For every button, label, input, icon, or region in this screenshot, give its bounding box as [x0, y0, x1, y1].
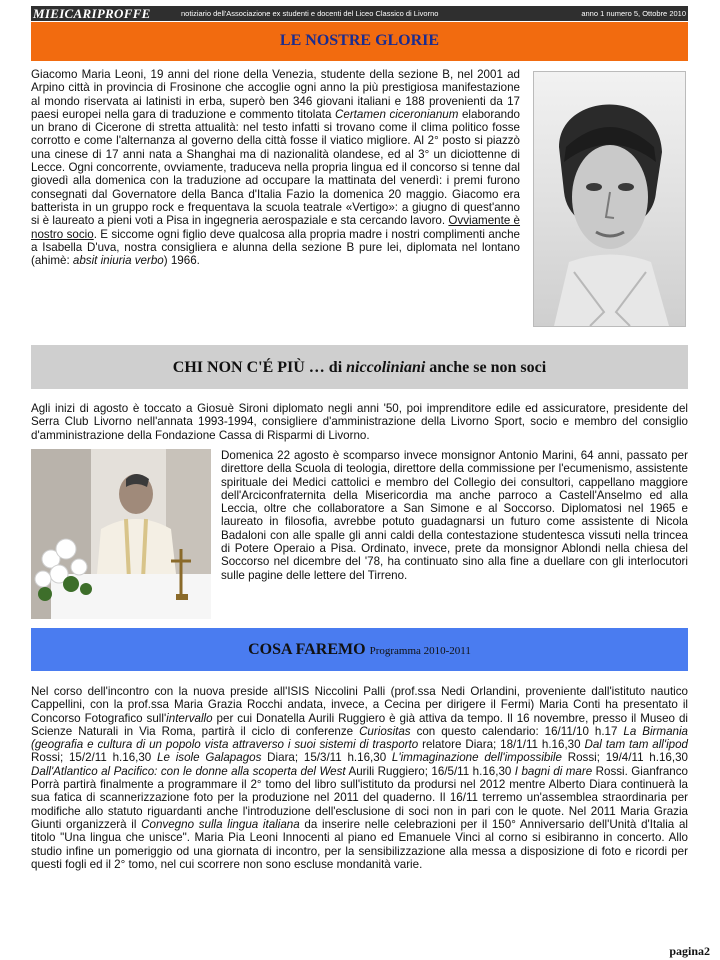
text: Diara; 15/3/11 h.16,30	[261, 751, 392, 765]
text: Rossi. Gianfranco Porrà partirà finalmente a programmare il 2° tomo del libro sull'istituto da prodursi nel 2012 mentre Alberto Diara continuerà la sua fatica di scannerizzazione foto per la produzione nel 2011 del quaderno. Il 16/11 terremo un'assemblea straordinaria per modifiche allo statuto riguardanti anche l'introduzione dell'esclusione di soci non in pari con le quote. Nel 2011 Maria Grazia Giunti organizzerà il	[31, 764, 688, 831]
issue-info: anno 1 numero 5, Ottobre 2010	[581, 9, 686, 18]
section-header-glorie	[31, 22, 688, 61]
text-italic: Convegno sulla lingua italiana	[141, 817, 300, 831]
text: Giacomo Maria Leoni, 19 anni del rione della Venezia, studente della sezione B, nel 2001 ad Arpino città in provincia di Frosinone che accoglie ogni anno la più prestigiosa manifestazione al mondo riservata ai latinisti in erba, superò ben 346 giovani italiani e 188 provenienti da 17 paesi europei nella gara di traduzione e commento titolata	[31, 68, 520, 121]
text-italic: Dall'Atlantico al Pacifico: con le donne alla scoperta del West	[31, 764, 346, 778]
text-italic: La Birmania (geografia e cultura di un popolo vista attraverso i suoi sistemi di trasporto	[31, 724, 688, 752]
masthead	[31, 6, 688, 21]
portrait-photo	[533, 71, 686, 327]
text-italic: L'immaginazione dell'impossibile	[391, 751, 562, 765]
section-title-obituary	[31, 359, 688, 377]
newsletter-subtitle: notiziario dell'Associazione ex studenti e docenti del Liceo Classico di Livorno	[181, 9, 439, 18]
text-underlined: Ovviamente è nostro socio	[31, 214, 521, 241]
text-italic: Curiositas	[359, 724, 411, 738]
title-subtitle: Programma 2010-2011	[369, 645, 471, 657]
title-part: CHI NON C'É PIÙ … di	[172, 359, 347, 376]
text-italic: absit iniuria verbo	[72, 254, 164, 268]
section-header-program	[31, 628, 688, 671]
obituary-marini: Domenica 22 agosto è scomparso invece monsignor Antonio Marini, 64 anni, passato per direttore della Scuola di teologia, direttore della commissione per l'ecumenismo, assistente spirituale dei Medici cattolici e membro del Collegio dei consultori, cappellano maggiore dell'Arciconfraternita della Misericordia ma anche parroco a Castell'Anselmo ed alla Leccia, oltre che collaboratore a San Simone e al Soccorso. Diplomatosi nel 1965 e laureato in filosofia, avrebbe potuto guadagnarsi un futuro come assistente di Nicola Badaloni con alle spalle gli anni caldi della contestazione studentesca vissuti nella trincea di Potere Operaio a Pisa. Ordinato, invece, prete da monsignor Ablondi nella chiesa del Soccorso nel dicembre del '78, ha continuato sino alla fine a duellare con gli interlocutori sulle pagine delle lettere del Tirreno.	[221, 449, 688, 582]
text-italic: intervallo	[166, 711, 213, 725]
text: Rossi; 19/4/11 h.16,30	[561, 751, 688, 765]
text: con questo calendario: 16/11/10 h.17	[410, 724, 624, 738]
text-italic: Le isole Galapagos	[157, 751, 262, 765]
newsletter-name: MIEICARIPROFFE	[33, 6, 151, 21]
text: Aurili Ruggiero; 16/5/11 h.16,30	[345, 764, 515, 778]
title-italic: niccoliniani	[346, 359, 426, 376]
section-header-obituary	[31, 345, 688, 389]
section-title-glorie: LE NOSTRE GLORIE	[279, 32, 440, 49]
text: ) 1966.	[163, 254, 200, 268]
text: da inserire nelle celebrazioni per il 150° Anniversario dell'Unità d'Italia al titolo "Una lingua che unisce". Maria Pia Leoni Innocenti al piano ed Emanuele Vinci al corno si esibiranno in concerto. Allo studio infine un pomeriggio od una giornata di incontro, per la sensibilizzazione alla messa a disposizione di foto e ricordi per questi fogli ed il 2° tomo, nel cui scorrere non sono escluse mondanità varie.	[31, 817, 688, 871]
text: Nel corso dell'incontro con la nuova preside all'ISIS Niccolini Palli (prof.ssa Nedi Orlandini, proveniente dall'istituto nautico Cappellini, con la prof.ssa Maria Grazia Rocchi andata, invece, a Cecina per dirigere il Fermi) Maria Conti ha presentato il Concorso Fotografico sull'	[31, 685, 688, 725]
section-title-program	[31, 641, 688, 659]
text: . E siccome ogni figlio deve qualcosa alla propria madre i nostri complimenti anche a Isabella D'uva, nostra consigliera e alunna della sezione B pure lei, diplomata nel lontano (ahimè:	[31, 227, 520, 268]
priest-photo	[31, 449, 211, 619]
text: Rossi; 15/2/11 h.16,30	[31, 751, 158, 765]
text-italic: Certamen ciceronianum	[335, 107, 459, 121]
text-italic: Dal tam tam all'ipod	[584, 738, 688, 752]
page-number: pagina2	[669, 944, 710, 958]
obituary-sironi: Agli inizi di agosto è toccato a Giosuè Sironi diplomato negli anni '50, poi imprenditore edile ed assicuratore, presidente del Serra Club Livorno nell'annata 1993-1994, consigliere d'amministrazione della Livorno Sport, socio e membro del consiglio d'amministrazione della Fondazione Cassa di Risparmi di Livorno.	[31, 402, 688, 442]
text: elaborando un brano di Cicerone di stretta attualità: nel testo infatti si trovano come il clima politico fosse corrotto e come l'alternanza al governo della città fosse il viatico migliore. Al 2° posto si piazzò una cinese di 17 anni nata a Shanghai ma di nazionalità olandese, ed al 3° un diciottenne di Lecce. Ogni concorrente, ovviamente, traduceva nella propria lingua ed il concorso si tenne dal giovedì alla domenica con la traduzione ad occupare la mattinata del venerdì: i premi furono consegnati dal Governatore della Banca d'Italia Fazio la domenica 20 maggio. Giacomo era batterista in un gruppo rock e frequentava la scuola teatrale «Vertigo»: a giugno di quest'anno si è laureato a pieni voti a Pisa in ingegneria aerospaziale e sta cercando lavoro.	[31, 107, 520, 228]
title-main: COSA FAREMO	[248, 641, 366, 658]
text: relatore Diara; 18/1/11 h.16,30	[418, 738, 585, 752]
text-italic: I bagni di mare	[514, 764, 593, 778]
program-article	[31, 685, 688, 871]
title-part: anche se non soci	[425, 359, 547, 376]
text: per cui Donatella Aurili Ruggiero è già attiva da tempo. Il 16 novembre, presso il Museo di Scienze Naturali in Via Roma, partirà il ciclo di conferenze	[31, 711, 688, 738]
article-leoni	[31, 68, 520, 267]
